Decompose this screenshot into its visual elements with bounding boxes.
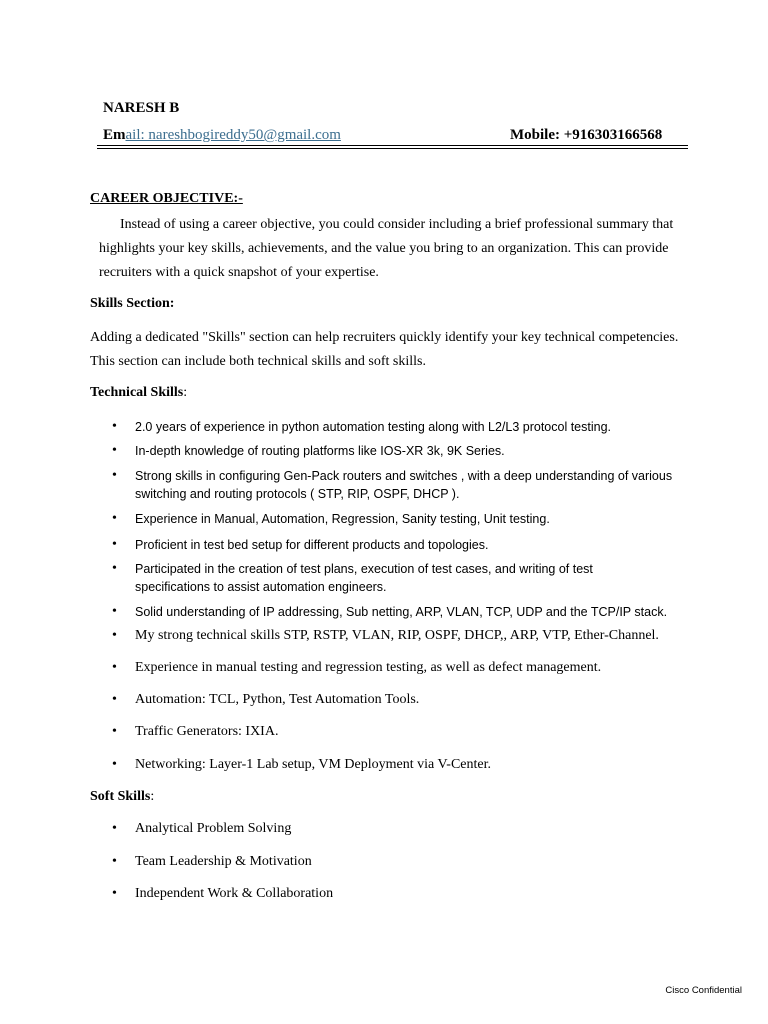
bullet-icon: • (112, 757, 117, 772)
bullet-icon: • (112, 660, 117, 675)
bullet-icon: • (112, 561, 117, 576)
header-divider-top (97, 145, 688, 146)
technical-skill-item: Participated in the creation of test plans, execution of test cases, and writing of test specifications to assist automation engineers. (135, 562, 593, 594)
bullet-icon: • (112, 468, 117, 483)
header-divider-bottom (97, 148, 688, 149)
technical-skill-item: Proficient in test bed setup for different products and topologies. (135, 538, 489, 552)
soft-skills-colon: : (150, 789, 155, 804)
career-objective-heading: CAREER OBJECTIVE:- (90, 191, 243, 206)
technical-skill-item: Strong skills in configuring Gen-Pack routers and switches , with a deep understanding of various switching and routing protocols ( STP, RIP, OSPF, DHCP ). (135, 469, 673, 501)
bullet-icon: • (112, 854, 117, 869)
skills-section-text: Adding a dedicated "Skills" section can help recruiters quickly identify your key technical competencies. This section can include both technical skills and soft skills. (90, 330, 679, 369)
bullet-icon: • (112, 628, 117, 643)
soft-skills-heading (90, 789, 154, 805)
soft-skill-item: Independent Work & Collaboration (135, 886, 334, 901)
footer-confidential: Cisco Confidential (665, 985, 742, 996)
technical-skill-item: My strong technical skills STP, RSTP, VLAN, RIP, OSPF, DHCP,, ARP, VTP, Ether-Channel. (135, 628, 659, 643)
bullet-icon: • (112, 537, 117, 552)
technical-skill-item: In-depth knowledge of routing platforms like IOS-XR 3k, 9K Series. (135, 444, 505, 458)
email-link[interactable]: ail: nareshbogireddy50@gmail.com (125, 127, 341, 143)
skills-section-heading: Skills Section: (90, 296, 175, 311)
bullet-icon: • (112, 821, 117, 836)
email-label: Em (103, 127, 126, 143)
bullet-icon: • (112, 604, 117, 619)
contact-email (103, 127, 341, 144)
technical-skill-item: Automation: TCL, Python, Test Automation Tools. (135, 692, 420, 707)
technical-skills-colon: : (183, 385, 188, 400)
bullet-icon: • (112, 724, 117, 739)
bullet-icon: • (112, 692, 117, 707)
career-objective-body: Instead of using a career objective, you could consider including a brief professional summary that highlights your key skills, achievements, and the value you bring to an organization. This can provide recruiters with a quick snapshot of your expertise. (99, 217, 674, 280)
career-objective-text (99, 213, 679, 285)
contact-mobile: Mobile: +916303166568 (510, 127, 663, 143)
technical-skill-item: Experience in manual testing and regression testing, as well as defect management. (135, 660, 602, 675)
soft-skills-title: Soft Skills (90, 789, 151, 804)
candidate-name: NARESH B (103, 100, 180, 116)
technical-skill-item: Networking: Layer-1 Lab setup, VM Deployment via V-Center. (135, 757, 492, 772)
bullet-icon: • (112, 443, 117, 458)
bullet-icon: • (112, 886, 117, 901)
soft-skill-item: Analytical Problem Solving (135, 821, 292, 836)
bullet-icon: • (112, 511, 117, 526)
technical-skills-heading (90, 385, 187, 401)
technical-skill-item: Solid understanding of IP addressing, Sub netting, ARP, VLAN, TCP, UDP and the TCP/IP stack. (135, 605, 668, 619)
technical-skills-title: Technical Skills (90, 385, 184, 400)
technical-skill-item: Experience in Manual, Automation, Regression, Sanity testing, Unit testing. (135, 512, 550, 526)
technical-skill-item: 2.0 years of experience in python automation testing along with L2/L3 protocol testing. (135, 420, 611, 434)
technical-skill-item: Traffic Generators: IXIA. (135, 724, 279, 739)
bullet-icon: • (112, 419, 117, 434)
soft-skill-item: Team Leadership & Motivation (135, 854, 312, 869)
